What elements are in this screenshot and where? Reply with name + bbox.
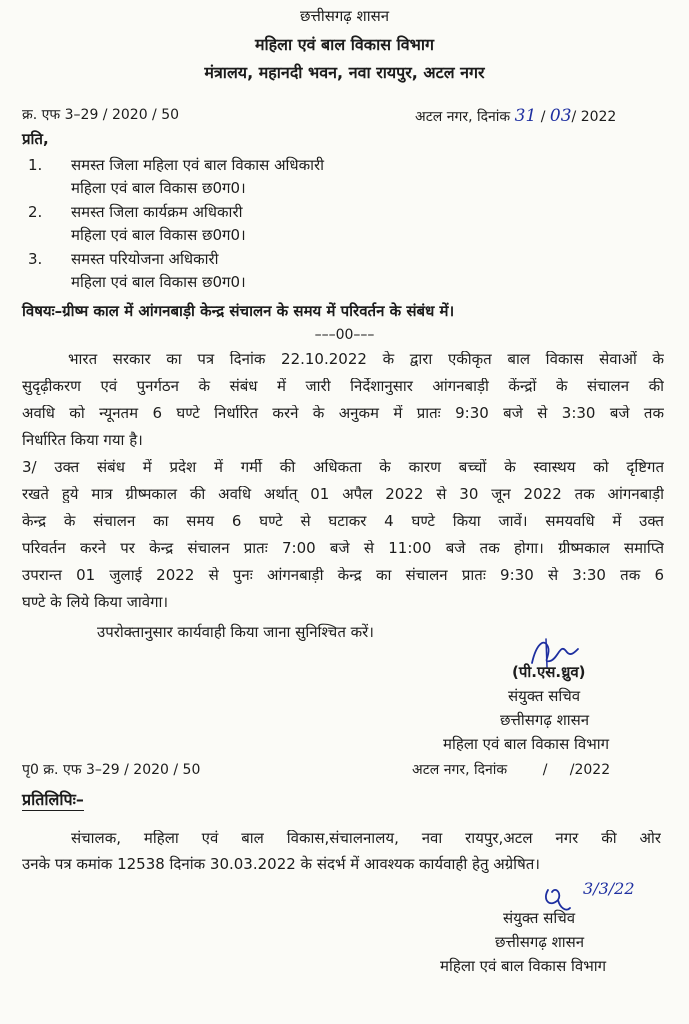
recipient-line1: समस्त जिला कार्यक्रम अधिकारी: [71, 203, 243, 221]
para2-line: उपरान्त 01 जुलाई 2022 से पुनः आंगनबाड़ी केन्द्र का संचालन प्रातः 9:30 से 3:30 तक 6: [22, 567, 664, 584]
header-address: मंत्रालय, महानदी भवन, नवा रायपुर, अटल नगर: [204, 63, 485, 82]
ref-day: 31: [514, 106, 537, 126]
copy-line: संचालक, महिला एवं बाल विकास,संचालनालय, नवा रायपुर,अटल नगर की ओर: [71, 830, 661, 847]
ref-date-prefix: अटल नगर, दिनांक: [415, 109, 511, 125]
para2-line: घण्टे के लिये किया जावेगा।: [22, 593, 169, 611]
para2-line: 3/ उक्त संबंध में प्रदेश में गर्मी की अधिकता के कारण बच्चों के स्वास्थय को दृष्टिगत: [22, 459, 664, 476]
signatory-name: (पी.एस.ध्रुव): [512, 663, 586, 681]
subject: विषयः–ग्रीष्म काल में आंगनबाड़ी केन्द्र संचालन के समय में परिवर्तन के संबंध में।: [22, 302, 455, 320]
recipient-num: 3.: [28, 250, 43, 268]
recipient-num: 1.: [28, 156, 43, 174]
ref-place-date: [415, 107, 616, 127]
signatory2-govt: छत्तीसगढ़ शासन: [495, 933, 585, 951]
para2-line: केन्द्र के संचालन का समय 6 घण्टे से घटाकर 4 घण्टे किया जावें। समयवधि में उक्त: [22, 513, 664, 530]
recipient-line1: समस्त परियोजना अधिकारी: [71, 250, 219, 268]
recipient-line2: महिला एवं बाल विकास छ0ग0।: [71, 179, 246, 197]
signatory-dept: महिला एवं बाल विकास विभाग: [443, 735, 610, 753]
recipient-line1: समस्त जिला महिला एवं बाल विकास अधिकारी: [71, 156, 325, 174]
copy-line: उनके पत्र कमांक 12538 दिनांक 30.03.2022 के संदर्भ में आवश्यक कार्यवाही हेतु अग्रेषित।: [22, 855, 540, 873]
endorsement-place-date: अटल नगर, दिनांक / /2022: [412, 762, 611, 778]
copy-label: प्रतिलिपिः–: [22, 791, 84, 811]
signatory2-designation: संयुक्त सचिव: [503, 909, 576, 927]
divider: –––00–––: [314, 327, 375, 343]
endorsement-number: पृ0 क्र. एफ 3–29 / 2020 / 50: [22, 762, 201, 778]
ref-number: क्र. एफ 3–29 / 2020 / 50: [22, 107, 180, 123]
para2-line: रखते हुये मात्र ग्रीष्मकाल की अवधि अर्थात् 01 अपैल 2022 से 30 जून 2022 तक आंगनबाड़ी: [22, 486, 664, 503]
recipient-num: 2.: [28, 203, 43, 221]
para1-line: निर्धारित किया गया है।: [22, 431, 143, 449]
signatory2-dept: महिला एवं बाल विकास विभाग: [440, 957, 607, 975]
ref-sep: /: [540, 109, 546, 125]
closing-line: उपरोक्तानुसार कार्यवाही किया जाना सुनिश्चित करें।: [97, 623, 374, 641]
para1-line: भारत सरकार का पत्र दिनांक 22.10.2022 के द्वारा एकीकृत बाल विकास सेवाओं के: [68, 351, 664, 368]
para1-line: अवधि को न्यूनतम 6 घण्टे निर्धारित करने के अनुकम में प्रातः 9:30 बजे से 3:30 बजे तक: [22, 405, 664, 422]
signatory-govt: छत्तीसगढ़ शासन: [500, 711, 590, 729]
initial-date: 3/3/22: [583, 879, 635, 898]
para2-line: परिवर्तन करने पर केन्द्र संचालन प्रातः 7:00 बजे से 11:00 बजे तक होगा। ग्रीष्मकाल समाप्ति: [22, 540, 664, 557]
recipient-line2: महिला एवं बाल विकास छ0ग0।: [71, 226, 246, 244]
signatory-designation: संयुक्त सचिव: [508, 687, 581, 705]
header-dept: महिला एवं बाल विकास विभाग: [254, 35, 435, 54]
to-label: प्रति,: [22, 130, 49, 148]
header-govt: छत्तीसगढ़ शासन: [299, 7, 390, 25]
ref-month: 03: [549, 106, 572, 126]
ref-year: / 2022: [571, 109, 617, 125]
para1-line: सुदृढ़ीकरण एवं पुनर्गठन के संबंध में जारी निर्देशानुसार आंगनबाड़ी केंन्द्रों के संचालन की: [22, 378, 664, 395]
recipient-line2: महिला एवं बाल विकास छ0ग0।: [71, 273, 246, 291]
